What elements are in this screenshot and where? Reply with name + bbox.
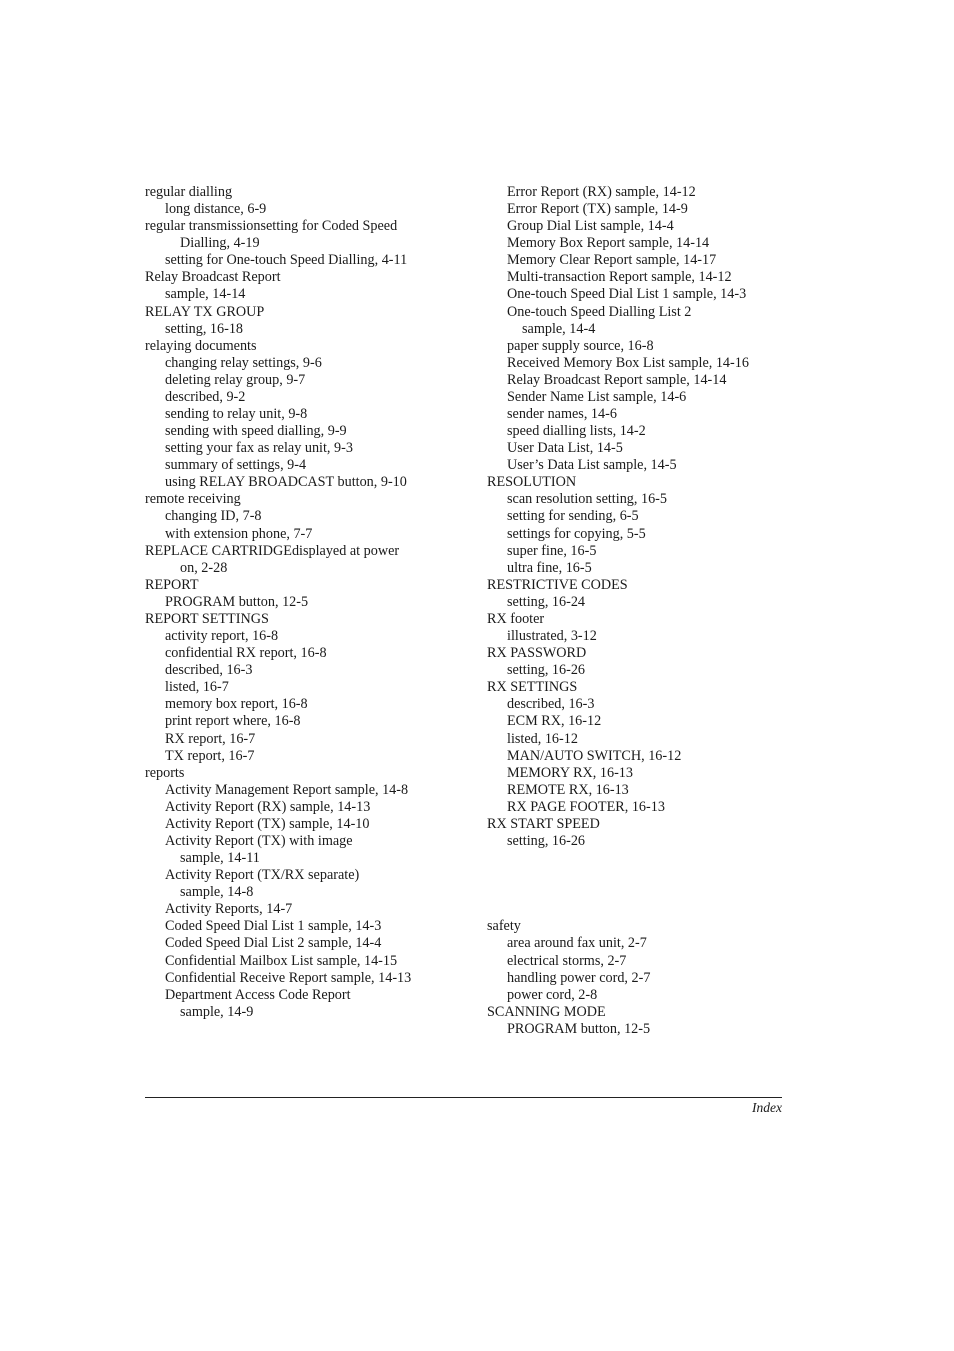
index-subentry: Activity Management Report sample, 14-8 <box>165 781 409 798</box>
index-subentry: MEMORY RX, 16-13 <box>507 764 633 781</box>
index-column-right <box>487 184 787 1038</box>
index-heading: regular transmissionsetting for Coded Speed <box>145 218 398 235</box>
index-subentry: power cord, 2-8 <box>507 986 598 1003</box>
index-heading: RESOLUTION <box>487 474 577 491</box>
index-subentry: User Data List, 14-5 <box>507 440 623 457</box>
index-continuation: Dialling, 4-19 <box>180 235 260 252</box>
index-heading: safety <box>487 918 521 935</box>
index-subentry: memory box report, 16-8 <box>165 696 308 713</box>
index-continuation: on, 2-28 <box>180 559 228 576</box>
index-subentry: Sender Name List sample, 14-6 <box>507 388 687 405</box>
index-subentry: speed dialling lists, 14-2 <box>507 423 646 440</box>
index-column-left <box>145 184 445 1021</box>
index-subentry: area around fax unit, 2-7 <box>507 935 647 952</box>
index-subentry: Activity Report (RX) sample, 14-13 <box>165 798 371 815</box>
index-subentry: super fine, 16-5 <box>507 542 597 559</box>
index-subentry: Error Report (RX) sample, 14-12 <box>507 184 696 200</box>
index-subentry: Memory Box Report sample, 14-14 <box>507 235 710 252</box>
index-subentry: with extension phone, 7-7 <box>165 525 313 542</box>
index-subentry: Memory Clear Report sample, 14-17 <box>507 252 717 269</box>
index-subentry: Error Report (TX) sample, 14-9 <box>507 201 688 218</box>
index-subentry: RX PAGE FOOTER, 16-13 <box>507 798 665 815</box>
index-subentry: PROGRAM button, 12-5 <box>507 1020 651 1037</box>
index-subentry: listed, 16-7 <box>165 679 229 696</box>
index-subentry: deleting relay group, 9-7 <box>165 371 306 388</box>
index-spacer <box>487 850 787 867</box>
index-subentry: setting, 16-26 <box>507 832 586 849</box>
index-subentry: handling power cord, 2-7 <box>507 969 651 986</box>
index-heading: remote receiving <box>145 491 241 508</box>
index-heading: RX PASSWORD <box>487 645 587 662</box>
index-subentry: MAN/AUTO SWITCH, 16-12 <box>507 747 682 764</box>
index-subentry: settings for copying, 5-5 <box>507 525 646 542</box>
index-subentry: confidential RX report, 16-8 <box>165 645 327 662</box>
index-subentry: illustrated, 3-12 <box>507 628 597 645</box>
index-subentry: setting your fax as relay unit, 9-3 <box>165 440 353 457</box>
index-subentry: setting for One-touch Speed Dialling, 4-11 <box>165 252 408 269</box>
index-spacer <box>487 884 787 901</box>
index-heading: RX START SPEED <box>487 815 600 832</box>
index-subentry: electrical storms, 2-7 <box>507 952 627 969</box>
index-subentry: ECM RX, 16-12 <box>507 713 602 730</box>
index-subentry: Received Memory Box List sample, 14-16 <box>507 354 749 371</box>
index-subentry: described, 16-3 <box>507 696 595 713</box>
index-heading: Relay Broadcast Report <box>145 269 281 286</box>
index-subentry: Confidential Mailbox List sample, 14-15 <box>165 952 398 969</box>
index-subentry: TX report, 16-7 <box>165 747 255 764</box>
index-heading: REPORT SETTINGS <box>145 610 269 627</box>
index-subentry: Confidential Receive Report sample, 14-13 <box>165 969 412 986</box>
index-spacer <box>487 901 787 918</box>
index-subentry: sending with speed dialling, 9-9 <box>165 423 347 440</box>
index-heading: regular dialling <box>145 184 233 200</box>
index-subentry: Relay Broadcast Report sample, 14-14 <box>507 371 727 388</box>
index-subentry: setting, 16-18 <box>165 320 244 337</box>
index-subentry: scan resolution setting, 16-5 <box>507 491 667 508</box>
index-continuation: sample, 14-9 <box>180 1003 254 1020</box>
index-subentry: changing ID, 7-8 <box>165 508 262 525</box>
index-heading: reports <box>145 764 185 781</box>
index-subentry: One-touch Speed Dialling List 2 <box>507 303 692 320</box>
index-subentry: Coded Speed Dial List 1 sample, 14-3 <box>165 918 382 935</box>
index-subentry: listed, 16-12 <box>507 730 578 747</box>
index-subentry: Group Dial List sample, 14-4 <box>507 218 674 235</box>
index-subentry: ultra fine, 16-5 <box>507 559 592 576</box>
index-subentry: changing relay settings, 9-6 <box>165 354 322 371</box>
index-heading: relaying documents <box>145 337 257 354</box>
index-continuation: sample, 14-4 <box>522 320 596 337</box>
index-subentry: REMOTE RX, 16-13 <box>507 781 629 798</box>
footer-section-label: Index <box>752 1100 782 1115</box>
index-heading: RX footer <box>487 610 545 627</box>
index-subentry: Department Access Code Report <box>165 986 351 1003</box>
index-continuation: sample, 14-8 <box>180 884 254 901</box>
index-heading: REPLACE CARTRIDGEdisplayed at power <box>145 542 400 559</box>
index-subentry: Activity Report (TX/RX separate) <box>165 867 360 884</box>
index-subentry: Coded Speed Dial List 2 sample, 14-4 <box>165 935 382 952</box>
index-subentry: print report where, 16-8 <box>165 713 301 730</box>
index-subentry: described, 16-3 <box>165 662 253 679</box>
index-subentry: sample, 14-14 <box>165 286 246 303</box>
index-subentry: One-touch Speed Dial List 1 sample, 14-3 <box>507 286 747 303</box>
index-heading: REPORT <box>145 576 199 593</box>
index-subentry: summary of settings, 9-4 <box>165 457 307 474</box>
footer-rule <box>145 1097 782 1098</box>
index-spacer <box>487 867 787 884</box>
index-subentry: long distance, 6-9 <box>165 201 267 218</box>
index-subentry: sending to relay unit, 9-8 <box>165 406 308 423</box>
index-subentry: using RELAY BROADCAST button, 9-10 <box>165 474 407 491</box>
index-subentry: setting for sending, 6-5 <box>507 508 639 525</box>
index-subentry: activity report, 16-8 <box>165 628 279 645</box>
index-subentry: setting, 16-24 <box>507 593 586 610</box>
index-heading: RESTRICTIVE CODES <box>487 576 628 593</box>
index-subentry: setting, 16-26 <box>507 662 586 679</box>
index-subentry: RX report, 16-7 <box>165 730 256 747</box>
index-subentry: described, 9-2 <box>165 388 246 405</box>
index-continuation: sample, 14-11 <box>180 850 260 867</box>
index-subentry: PROGRAM button, 12-5 <box>165 593 309 610</box>
index-subentry: Activity Reports, 14-7 <box>165 901 293 918</box>
index-heading: RX SETTINGS <box>487 679 578 696</box>
index-subentry: Activity Report (TX) sample, 14-10 <box>165 815 370 832</box>
index-subentry: Activity Report (TX) with image <box>165 832 353 849</box>
index-heading: RELAY TX GROUP <box>145 303 265 320</box>
index-heading: SCANNING MODE <box>487 1003 606 1020</box>
index-subentry: paper supply source, 16-8 <box>507 337 654 354</box>
index-subentry: Multi-transaction Report sample, 14-12 <box>507 269 732 286</box>
index-subentry: User’s Data List sample, 14-5 <box>507 457 677 474</box>
index-subentry: sender names, 14-6 <box>507 406 617 423</box>
